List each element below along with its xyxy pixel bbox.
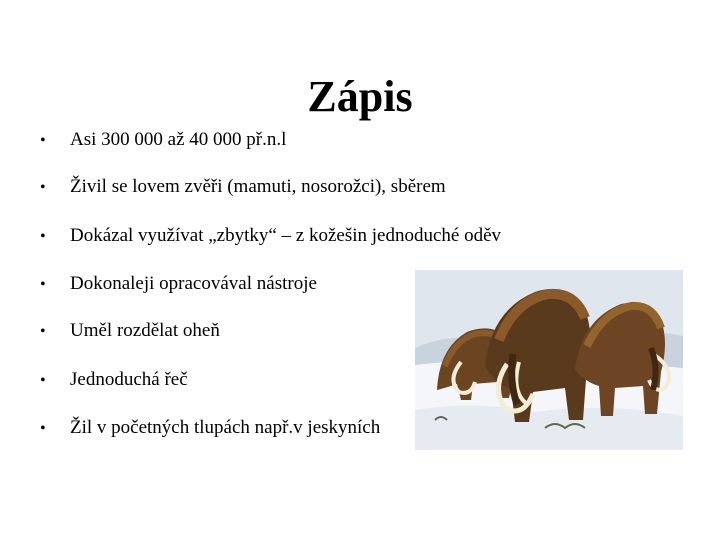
list-item-text: Uměl rozdělat oheň: [70, 320, 220, 341]
list-item-text: Dokonaleji opracovával nástroje: [70, 273, 317, 294]
bullet-marker: •: [40, 228, 46, 245]
slide-title: Zápis: [307, 72, 413, 122]
snow-drift: [415, 405, 683, 450]
list-item: [40, 128, 286, 153]
list-item-text: Žil v početných tlupách např.v jeskyních: [70, 417, 381, 438]
bullet-marker: •: [40, 276, 46, 293]
list-item: [40, 175, 446, 200]
list-item-text: Asi 300 000 až 40 000 př.n.l: [70, 129, 287, 150]
list-item: [40, 272, 317, 297]
list-item-text: Dokázal využívat „zbytky“ – z kožešin jednoduché oděv: [70, 225, 502, 246]
list-item: [40, 368, 188, 393]
list-item: [40, 319, 220, 344]
mammoth-herd-icon: [415, 270, 683, 450]
bullet-marker: •: [40, 372, 46, 389]
list-item: [40, 416, 380, 441]
bullet-marker: •: [40, 420, 46, 437]
mammoth-herd-illustration: [415, 270, 683, 450]
list-item-text: Živil se lovem zvěři (mamuti, nosorožci), sběrem: [70, 176, 446, 197]
bullet-marker: •: [40, 323, 46, 340]
bullet-marker: •: [40, 132, 46, 149]
bullet-marker: •: [40, 179, 46, 196]
list-item: [40, 224, 501, 249]
list-item-text: Jednoduchá řeč: [70, 369, 188, 390]
